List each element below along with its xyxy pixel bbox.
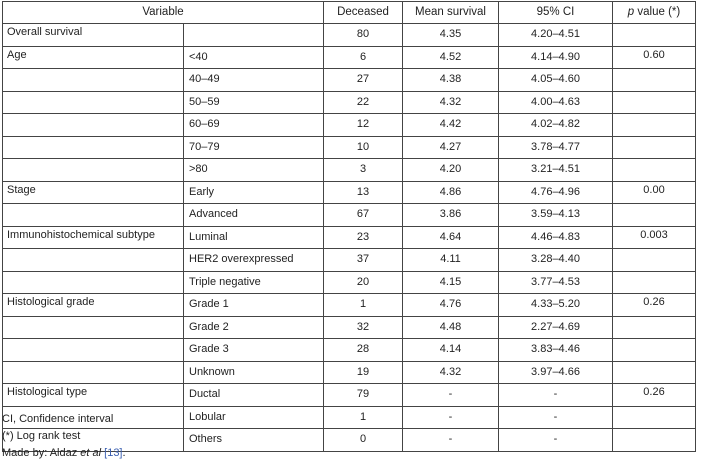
header-row [3,2,696,24]
table-row [3,226,696,249]
deceased-cell: 0 [324,429,403,452]
subgroup-cell: >80 [184,159,324,182]
variable-cell: Histological grade [3,294,184,317]
ci-cell: - [499,406,613,429]
ci-cell: 4.20–4.51 [499,24,613,47]
deceased-cell: 80 [324,24,403,47]
mean-survival-cell: 4.48 [403,316,499,339]
ci-cell: 4.14–4.90 [499,46,613,69]
log-rank-note: (*) Log rank test [2,430,81,442]
variable-cell [3,271,184,294]
p-value-cell [613,361,696,384]
deceased-cell: 37 [324,249,403,272]
deceased-cell: 6 [324,46,403,69]
table-notes [2,411,126,462]
p-value-cell [613,204,696,227]
deceased-cell: 22 [324,91,403,114]
ci-cell: 4.00–4.63 [499,91,613,114]
ci-cell: - [499,429,613,452]
header-variable: Variable [3,2,324,24]
table-row [3,249,696,272]
p-value-cell: 0.26 [613,384,696,407]
ci-note: CI, Confidence interval [2,413,114,425]
p-value-cell [613,69,696,92]
header-ci: 95% CI [499,2,613,24]
ci-cell: 4.02–4.82 [499,114,613,137]
subgroup-cell: Grade 2 [184,316,324,339]
subgroup-cell: <40 [184,46,324,69]
deceased-cell: 67 [324,204,403,227]
ci-cell: 4.76–4.96 [499,181,613,204]
table-row [3,46,696,69]
mean-survival-cell: 4.27 [403,136,499,159]
p-value-cell [613,91,696,114]
p-value-cell: 0.00 [613,181,696,204]
p-value-cell [613,429,696,452]
table-row [3,339,696,362]
header-mean-survival: Mean survival [403,2,499,24]
p-value-cell [613,271,696,294]
deceased-cell: 10 [324,136,403,159]
deceased-cell: 27 [324,69,403,92]
table-row [3,24,696,47]
variable-cell [3,159,184,182]
mean-survival-cell: - [403,384,499,407]
mean-survival-cell: 4.20 [403,159,499,182]
p-value-cell: 0.26 [613,294,696,317]
subgroup-cell: Unknown [184,361,324,384]
survival-table [2,1,696,452]
ci-cell: 4.05–4.60 [499,69,613,92]
ci-cell: 3.59–4.13 [499,204,613,227]
deceased-cell: 19 [324,361,403,384]
subgroup-cell: Advanced [184,204,324,227]
table-row [3,114,696,137]
table-row [3,271,696,294]
made-by-suffix: . [122,447,126,459]
mean-survival-cell: 4.14 [403,339,499,362]
subgroup-cell: Grade 1 [184,294,324,317]
made-by-prefix: Made by: Aldaz [2,447,81,459]
mean-survival-cell: 4.32 [403,91,499,114]
variable-cell [3,361,184,384]
deceased-cell: 1 [324,294,403,317]
made-by-etal: et al [80,447,102,459]
variable-cell [3,339,184,362]
variable-cell: Histological type [3,384,184,407]
table-row [3,316,696,339]
table-row [3,384,696,407]
table-row [3,159,696,182]
mean-survival-cell: 4.42 [403,114,499,137]
reference-link[interactable]: [13] [104,447,123,459]
subgroup-cell: HER2 overexpressed [184,249,324,272]
table-row [3,69,696,92]
subgroup-cell: Early [184,181,324,204]
mean-survival-cell: - [403,406,499,429]
deceased-cell: 13 [324,181,403,204]
deceased-cell: 79 [324,384,403,407]
p-symbol: p [627,6,635,18]
deceased-cell: 20 [324,271,403,294]
ci-cell: 3.28–4.40 [499,249,613,272]
subgroup-cell: Others [184,429,324,452]
p-value-cell: 0.003 [613,226,696,249]
mean-survival-cell: 4.52 [403,46,499,69]
ci-cell: 2.27–4.69 [499,316,613,339]
ci-cell: - [499,384,613,407]
deceased-cell: 32 [324,316,403,339]
variable-cell [3,114,184,137]
mean-survival-cell: 4.15 [403,271,499,294]
variable-cell [3,69,184,92]
mean-survival-cell: 4.76 [403,294,499,317]
deceased-cell: 1 [324,406,403,429]
subgroup-cell: Luminal [184,226,324,249]
p-value-cell [613,114,696,137]
variable-cell: Stage [3,181,184,204]
subgroup-cell: 70–79 [184,136,324,159]
mean-survival-cell: 4.11 [403,249,499,272]
ci-cell: 4.33–5.20 [499,294,613,317]
variable-cell: Immunohistochemical subtype [3,226,184,249]
table-row [3,181,696,204]
p-value-cell [613,249,696,272]
ci-cell: 3.21–4.51 [499,159,613,182]
p-value-cell [613,339,696,362]
variable-cell [3,204,184,227]
made-by-note [2,445,126,462]
subgroup-cell: 60–69 [184,114,324,137]
table-row [3,361,696,384]
deceased-cell: 12 [324,114,403,137]
subgroup-cell: 50–59 [184,91,324,114]
variable-cell [3,249,184,272]
variable-cell: Age [3,46,184,69]
header-deceased: Deceased [324,2,403,24]
variable-cell [3,136,184,159]
deceased-cell: 3 [324,159,403,182]
p-value-label: value (*) [637,6,681,18]
ci-cell: 3.77–4.53 [499,271,613,294]
subgroup-cell: Ductal [184,384,324,407]
ci-cell: 4.46–4.83 [499,226,613,249]
variable-cell [3,91,184,114]
table-row [3,136,696,159]
ci-cell: 3.78–4.77 [499,136,613,159]
subgroup-cell [184,24,324,47]
subgroup-cell: 40–49 [184,69,324,92]
ci-cell: 3.97–4.66 [499,361,613,384]
p-value-cell [613,136,696,159]
p-value-cell [613,316,696,339]
mean-survival-cell: - [403,429,499,452]
mean-survival-cell: 4.35 [403,24,499,47]
mean-survival-cell: 4.32 [403,361,499,384]
table-row [3,91,696,114]
subgroup-cell: Lobular [184,406,324,429]
mean-survival-cell: 4.86 [403,181,499,204]
subgroup-cell: Triple negative [184,271,324,294]
p-value-cell [613,24,696,47]
deceased-cell: 23 [324,226,403,249]
mean-survival-cell: 4.64 [403,226,499,249]
p-value-cell [613,406,696,429]
mean-survival-cell: 4.38 [403,69,499,92]
table-row [3,204,696,227]
subgroup-cell: Grade 3 [184,339,324,362]
p-value-cell: 0.60 [613,46,696,69]
ci-cell: 3.83–4.46 [499,339,613,362]
p-value-cell [613,159,696,182]
variable-cell [3,316,184,339]
mean-survival-cell: 3.86 [403,204,499,227]
header-p-value [613,2,696,24]
deceased-cell: 28 [324,339,403,362]
variable-cell: Overall survival [3,24,184,47]
table-row [3,294,696,317]
